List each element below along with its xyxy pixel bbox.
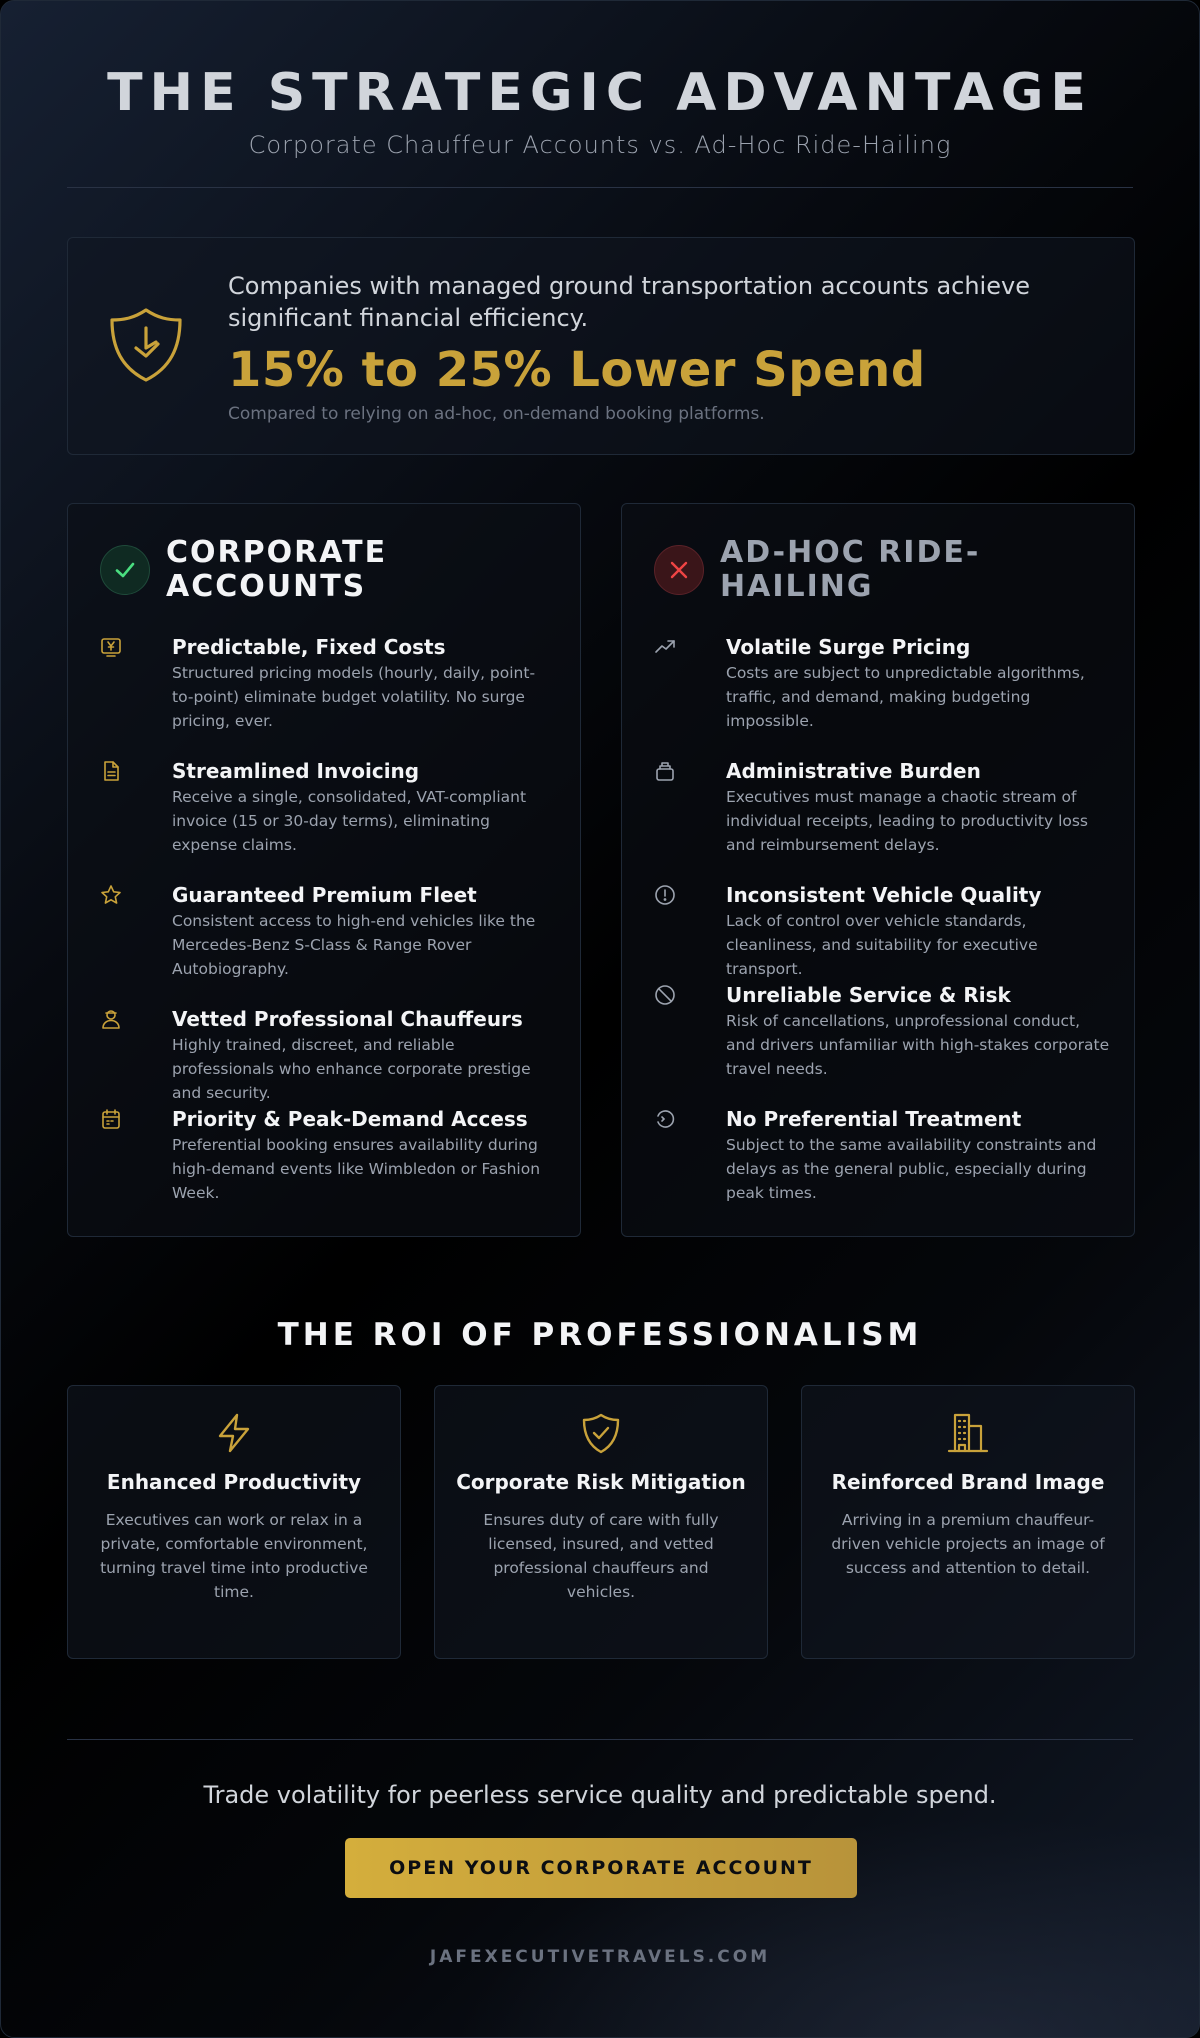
- corporate-accounts-card: [67, 503, 581, 1237]
- roi-card-desc: Arriving in a premium chauffeur-driven vehicle projects an image of success and attention to detail.: [831, 1511, 1105, 1577]
- page-title: THE STRATEGIC ADVANTAGE: [107, 63, 1093, 123]
- roi-card-desc: Ensures duty of care with fully licensed, insured, and vetted professional chauffeurs and vehicles.: [483, 1511, 719, 1601]
- corporate-item-title: Streamlined Invoicing: [172, 759, 420, 783]
- corporate-item-title: Predictable, Fixed Costs: [172, 635, 446, 659]
- page-subtitle: Corporate Chauffeur Accounts vs. Ad-Hoc Ride-Hailing: [248, 131, 952, 159]
- adhoc-item-desc: Costs are subject to unpredictable algorithms, traffic, and demand, making budgeting impossible.: [726, 664, 1085, 730]
- corporate-item-desc: Receive a single, consolidated, VAT-compliant invoice (15 or 30-day terms), eliminating expense claims.: [172, 788, 527, 854]
- x-icon: [668, 559, 690, 581]
- shield-check-icon: [580, 1412, 622, 1454]
- corporate-item: [100, 882, 556, 981]
- adhoc-item-desc: Executives must manage a chaotic stream of individual receipts, leading to productivity loss and reimbursement delays.: [726, 788, 1089, 854]
- star-icon: [100, 884, 122, 906]
- roi-card-title: Reinforced Brand Image: [831, 1470, 1105, 1494]
- adhoc-item: [654, 758, 1110, 857]
- roi-card-brand: [801, 1385, 1135, 1659]
- adhoc-item-title: Unreliable Service & Risk: [726, 983, 1011, 1007]
- highlight-lead-text: Companies with managed ground transportation accounts achieve significant financial efficiency.: [228, 272, 1030, 332]
- check-badge: [100, 545, 150, 595]
- corporate-item-title: Vetted Professional Chauffeurs: [172, 1007, 523, 1031]
- spend-highlight-panel: [67, 237, 1135, 455]
- x-badge: [654, 545, 704, 595]
- adhoc-item-title: No Preferential Treatment: [726, 1107, 1022, 1131]
- receipt-stack-icon: [654, 760, 676, 782]
- chauffeur-icon: [100, 1008, 122, 1030]
- corporate-item-desc: Highly trained, discreet, and reliable professionals who enhance corporate prestige and security.: [172, 1036, 531, 1102]
- adhoc-ride-hailing-card: [621, 503, 1135, 1237]
- corporate-item: [100, 1106, 556, 1205]
- website-link[interactable]: JAFEXECUTIVETRAVELS.COM: [429, 1947, 771, 1967]
- roi-card-title: Enhanced Productivity: [106, 1470, 362, 1494]
- alert-circle-icon: [654, 884, 676, 906]
- adhoc-item: [654, 882, 1110, 981]
- lightning-icon: [213, 1412, 255, 1454]
- calendar-icon: [100, 1108, 122, 1130]
- roi-card-risk: [434, 1385, 768, 1659]
- open-corporate-account-button[interactable]: OPEN YOUR CORPORATE ACCOUNT: [345, 1838, 857, 1898]
- highlight-note: Compared to relying on ad-hoc, on-demand booking platforms.: [228, 404, 765, 424]
- roi-card-productivity: [67, 1385, 401, 1659]
- header: [1, 1, 1199, 159]
- shield-clock-icon: [106, 304, 186, 384]
- roi-section-title: THE ROI OF PROFESSIONALISM: [277, 1317, 923, 1353]
- adhoc-item: [654, 634, 1110, 733]
- highlight-value: 15% to 25% Lower Spend: [228, 342, 926, 398]
- corporate-item: [100, 758, 556, 857]
- adhoc-item-desc: Subject to the same availability constraints and delays as the general public, especially during peak times.: [726, 1136, 1097, 1202]
- footer-tagline: Trade volatility for peerless service quality and predictable spend.: [203, 1781, 997, 1809]
- adhoc-item-title: Inconsistent Vehicle Quality: [726, 883, 1042, 907]
- building-icon: [947, 1412, 989, 1454]
- header-divider: [67, 187, 1133, 188]
- check-icon: [113, 558, 137, 582]
- corporate-accounts-title: CORPORATE ACCOUNTS: [166, 535, 388, 604]
- yen-tag-icon: [100, 636, 122, 658]
- roi-card-title: Corporate Risk Mitigation: [456, 1470, 746, 1494]
- corporate-item-desc: Consistent access to high-end vehicles like the Mercedes-Benz S-Class & Range Rover Autobiography.: [172, 912, 536, 978]
- adhoc-item-title: Administrative Burden: [726, 759, 981, 783]
- adhoc-item-desc: Lack of control over vehicle standards, cleanliness, and suitability for executive transport.: [726, 912, 1038, 978]
- corporate-item-desc: Structured pricing models (hourly, daily, point-to-point) eliminate budget volatility. No surge pricing, ever.: [172, 664, 536, 730]
- adhoc-title: AD-HOC RIDE-HAILING: [720, 535, 981, 604]
- corporate-item: [100, 634, 556, 733]
- corporate-item-title: Guaranteed Premium Fleet: [172, 883, 477, 907]
- adhoc-item: [654, 982, 1110, 1081]
- ban-icon: [654, 984, 676, 1006]
- corporate-item-desc: Preferential booking ensures availability during high-demand events like Wimbledon or Fashion Week.: [172, 1136, 541, 1202]
- document-icon: [100, 760, 122, 782]
- clock-back-icon: [654, 1108, 676, 1130]
- corporate-item-title: Priority & Peak-Demand Access: [172, 1107, 528, 1131]
- adhoc-item: [654, 1106, 1110, 1205]
- adhoc-item-title: Volatile Surge Pricing: [726, 635, 971, 659]
- trending-up-icon: [654, 636, 676, 658]
- corporate-item: [100, 1006, 556, 1105]
- roi-card-desc: Executives can work or relax in a private, comfortable environment, turning travel time into productive time.: [100, 1511, 368, 1601]
- footer-divider: [67, 1739, 1133, 1740]
- adhoc-item-desc: Risk of cancellations, unprofessional conduct, and drivers unfamiliar with high-stakes corporate travel needs.: [726, 1012, 1110, 1078]
